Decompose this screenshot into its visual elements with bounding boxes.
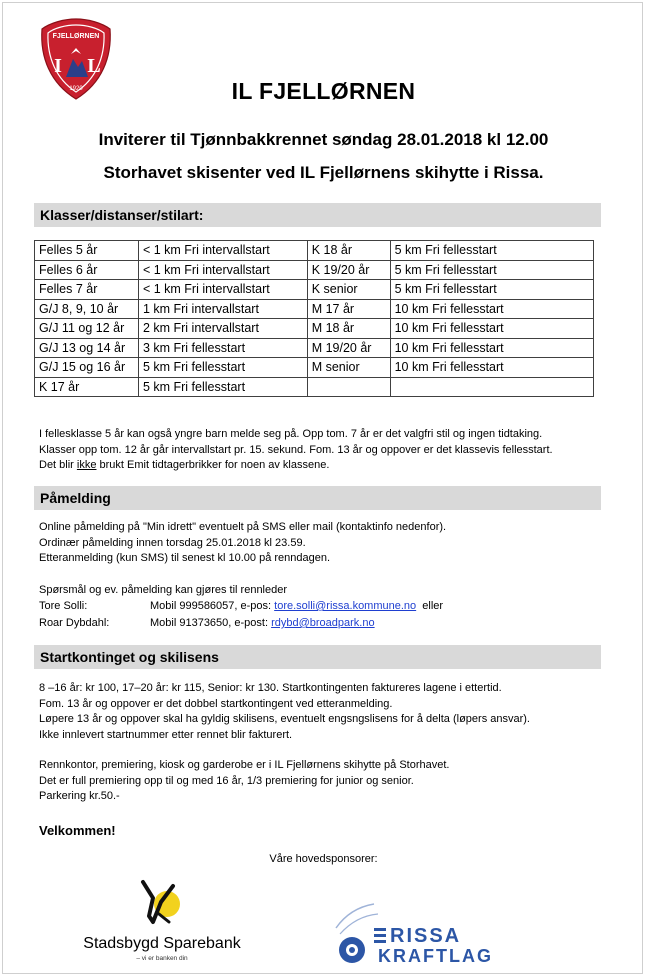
table-cell: < 1 km Fri intervallstart (138, 280, 307, 300)
contact-roar (39, 617, 375, 629)
table-cell: M 18 år (307, 319, 390, 339)
table-cell: G/J 8, 9, 10 år (35, 299, 139, 319)
sponsors-heading: Våre hovedsponsorer: (269, 853, 378, 865)
table-cell: 5 km Fri fellesstart (390, 280, 593, 300)
contact-name: Tore Solli: (39, 600, 88, 612)
registration-text (39, 520, 446, 567)
registration-line: Ordinær påmelding innen torsdag 25.01.2018 kl 23.59. (39, 536, 306, 549)
classes-heading: Klasser/distanser/stilart: (34, 203, 601, 227)
table-cell: < 1 km Fri intervallstart (138, 260, 307, 280)
stadsbygd-tagline: – vi er banken din (136, 955, 188, 962)
table-row (35, 241, 594, 261)
table-cell: K 19/20 år (307, 260, 390, 280)
table-cell (390, 377, 593, 397)
classes-table (34, 240, 594, 397)
sponsor-rissa-kraftlag (330, 900, 550, 974)
email-link-roar[interactable]: rdybd@broadpark.no (271, 617, 375, 629)
info-line: Parkering kr.50.- (39, 790, 120, 802)
contact-name: Roar Dybdahl: (39, 617, 110, 629)
welcome-text: Velkommen! (39, 823, 116, 838)
table-cell: 5 km Fri fellesstart (138, 377, 307, 397)
table-cell: G/J 15 og 16 år (35, 358, 139, 378)
table-cell: M 17 år (307, 299, 390, 319)
table-cell: 5 km Fri fellesstart (390, 260, 593, 280)
table-cell: K 18 år (307, 241, 390, 261)
invitation-line: Inviterer til Tjønnbakkrennet søndag 28.01.2018 kl 12.00 (98, 130, 549, 149)
fees-line: Ikke innlevert startnummer etter rennet blir fakturert. (39, 728, 293, 741)
logo-year: 1920 (69, 86, 83, 92)
logo-top-text: FJELLØRNEN (52, 33, 100, 40)
table-row (35, 377, 594, 397)
table-cell: M senior (307, 358, 390, 378)
venue-info (39, 758, 449, 805)
table-cell: 10 km Fri fellesstart (390, 338, 593, 358)
contact-suffix: eller (416, 600, 444, 612)
registration-line: Online påmelding på "Min idrett" eventuelt på SMS eller mail (kontaktinfo nedenfor). (39, 521, 447, 533)
stadsbygd-logo-icon (139, 878, 185, 928)
note-line: I fellesklasse 5 år kan også yngre barn melde seg på. Opp tom. 7 år er det valgfri stil og ingen tidtaking. (39, 428, 543, 440)
table-cell: K senior (307, 280, 390, 300)
registration-heading: Påmelding (34, 486, 601, 510)
table-cell: G/J 11 og 12 år (35, 319, 139, 339)
table-cell: M 19/20 år (307, 338, 390, 358)
table-row (35, 260, 594, 280)
email-link-tore[interactable]: tore.solli@rissa.kommune.no (274, 600, 417, 612)
info-line: Det er full premiering opp til og med 16 år, 1/3 premiering for junior og senior. (39, 774, 414, 787)
club-title: IL FJELLØRNEN (231, 78, 416, 104)
fees-line: Fom. 13 år og oppover er det dobbel startkontingent ved etteranmelding. (39, 697, 393, 710)
table-cell: 1 km Fri intervallstart (138, 299, 307, 319)
sponsor-stadsbygd (72, 878, 252, 973)
stadsbygd-name: Stadsbygd Sparebank (83, 935, 241, 952)
table-cell: Felles 6 år (35, 260, 139, 280)
logo-right-letter: L (87, 55, 101, 77)
registration-line: Etteranmelding (kun SMS) til senest kl 10.00 på renndagen. (39, 552, 331, 564)
fees-line: 8 –16 år: kr 100, 17–20 år: kr 115, Senior: kr 130. Startkontingenten faktureres lagene i ettertid. (39, 682, 502, 694)
emit-note: Det blir ikke brukt Emit tidtagerbrikker for noen av klassene. (39, 459, 330, 471)
info-line: Rennkontor, premiering, kiosk og garderobe er i IL Fjellørnens skihytte på Storhavet. (39, 759, 450, 771)
rissa-text: RISSA (390, 925, 462, 947)
table-cell: 10 km Fri fellesstart (390, 319, 593, 339)
contact-phone: Mobil 999586057, e-pos: (150, 600, 275, 612)
table-row (35, 299, 594, 319)
emphasis-ikke: ikke (76, 459, 97, 471)
table-cell: < 1 km Fri intervallstart (138, 241, 307, 261)
rissa-kraftlag-logo (330, 900, 550, 974)
table-cell: Felles 5 år (35, 241, 139, 261)
table-cell: 5 km Fri fellesstart (390, 241, 593, 261)
contact-phone: Mobil 91373650, e-post: (150, 617, 272, 629)
classes-notes (39, 427, 553, 474)
table-cell: K 17 år (35, 377, 139, 397)
table-row (35, 319, 594, 339)
table-cell: 10 km Fri fellesstart (390, 358, 593, 378)
fees-line: Løpere 13 år og oppover skal ha gyldig skilisens, eventuelt engsngslisens for å delta (løpers ansvar). (39, 713, 530, 725)
questions-line: Spørsmål og ev. påmelding kan gjøres til rennleder (39, 584, 288, 596)
fees-heading: Startkontinget og skilisens (34, 645, 601, 669)
table-row (35, 338, 594, 358)
table-cell: 10 km Fri fellesstart (390, 299, 593, 319)
table-cell (307, 377, 390, 397)
kraftlag-text: KRAFTLAG (378, 946, 493, 966)
table-row (35, 358, 594, 378)
logo-left-letter: I (54, 55, 62, 77)
table-cell: 2 km Fri intervallstart (138, 319, 307, 339)
venue-line: Storhavet skisenter ved IL Fjellørnens skihytte i Rissa. (103, 163, 544, 182)
table-row (35, 280, 594, 300)
table-cell: Felles 7 år (35, 280, 139, 300)
note-line: Klasser opp tom. 12 år går intervallstart pr. 15. sekund. Fom. 13 år og oppover er det klassevis fellesstart. (39, 443, 553, 456)
table-cell: G/J 13 og 14 år (35, 338, 139, 358)
table-cell: 3 km Fri fellesstart (138, 338, 307, 358)
contact-tore (39, 600, 443, 612)
fees-text (39, 681, 530, 743)
table-cell: 5 km Fri fellesstart (138, 358, 307, 378)
